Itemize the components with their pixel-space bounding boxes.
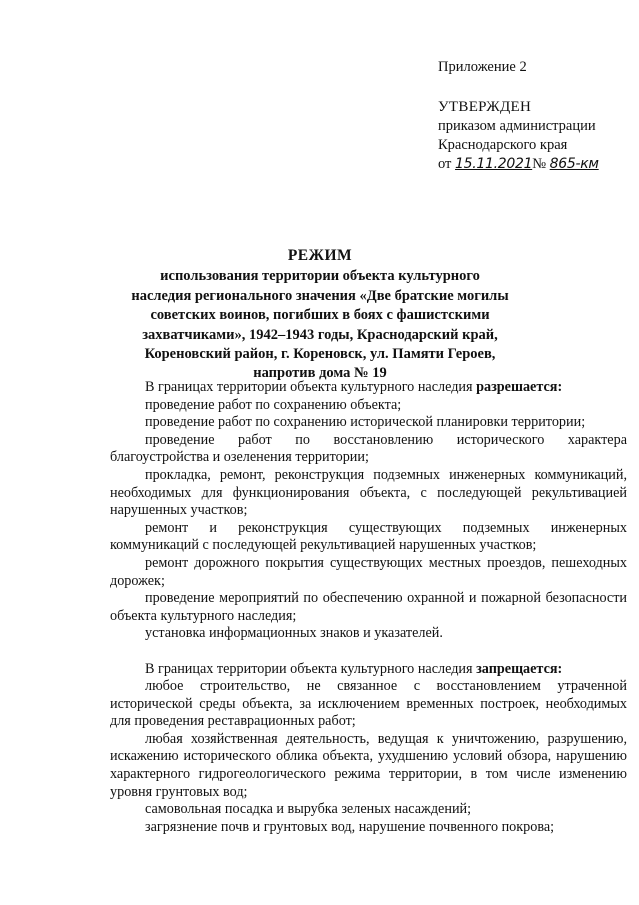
handwritten-date: 15.11.2021 (455, 156, 533, 172)
approval-line-2: Краснодарского края (438, 137, 568, 153)
prohibited-intro-text: В границах территории объекта культурного наследия (145, 660, 473, 677)
permitted-intro (110, 379, 627, 397)
number-label: № (532, 156, 547, 172)
approval-line-1: приказом администрации (438, 118, 596, 134)
document-title (120, 246, 520, 384)
title-line: использования территории объекта культурного (160, 268, 480, 285)
prohibited-item: любое строительство, не связанное с восстановлением утраченной исторической среды объекта, за исключением временных построек, необходимых для проведения реставрационных работ; (110, 678, 627, 730)
prohibited-item: любая хозяйственная деятельность, ведущая к уничтожению, разрушению, искажению исторического облика объекта, ухудшению условий обзора, нарушению характерного гидрогеологического режима территории, в том числе изменению уровня грунтовых вод; (110, 730, 627, 800)
permitted-item: прокладка, ремонт, реконструкция подземных инженерных коммуникаций, необходимых для функционирования объекта, с последующей рекультивацией нарушенных участков; (110, 466, 627, 519)
permitted-item: установка информационных знаков и указателей. (145, 625, 443, 642)
document-body (110, 379, 627, 836)
permitted-item: проведение работ по сохранению объекта; (145, 396, 402, 413)
permitted-item: проведение мероприятий по обеспечению охранной и пожарной безопасности объекта культурного наследия; (110, 590, 627, 624)
approval-block (438, 58, 628, 174)
title-line: Кореновский район, г. Кореновск, ул. Памяти Героев, (144, 346, 496, 363)
permitted-keyword: разрешается: (476, 379, 563, 395)
section-gap (110, 643, 627, 661)
prohibited-keyword: запрещается: (476, 660, 563, 677)
permitted-intro-text: В границах территории объекта культурного наследия (145, 379, 473, 395)
prohibited-item: загрязнение почв и грунтовых вод, нарушение почвенного покрова; (145, 818, 555, 835)
from-label: от (438, 156, 452, 172)
title-line: наследия регионального значения «Две братские могилы (131, 287, 509, 304)
permitted-item: проведение работ по восстановлению исторического характера благоустройства и озеленения территории; (110, 431, 627, 466)
handwritten-number: 865-км (549, 156, 599, 172)
permitted-item: ремонт и реконструкция существующих подземных инженерных коммуникаций с последующей рекультивацией нарушенных участков; (110, 519, 627, 554)
title-heading: РЕЖИМ (287, 247, 353, 264)
prohibited-intro (110, 661, 627, 679)
order-date-number (438, 155, 628, 174)
permitted-item: проведение работ по сохранению исторической планировки территории; (145, 414, 586, 431)
title-line: напротив дома № 19 (253, 365, 387, 382)
permitted-item: ремонт дорожного покрытия существующих местных проездов, пешеходных дорожек; (110, 554, 627, 589)
title-line: захватчиками», 1942–1943 годы, Краснодарский край, (142, 326, 498, 343)
appendix-label: Приложение 2 (438, 59, 527, 75)
title-line: советских воинов, погибших в боях с фашистскими (150, 307, 490, 324)
approved-label: УТВЕРЖДЕН (438, 99, 532, 115)
prohibited-item: самовольная посадка и вырубка зеленых насаждений; (145, 801, 472, 818)
